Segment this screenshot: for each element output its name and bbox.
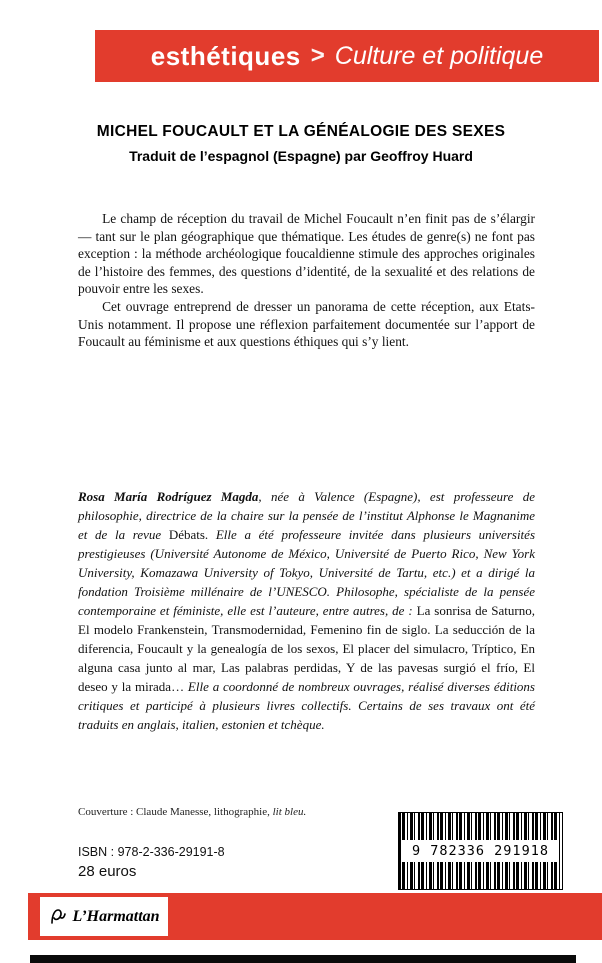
series-name: esthétiques	[150, 40, 301, 71]
barcode-digits: 9 782336 291918	[412, 843, 549, 859]
bio-text: Elle a coordonné de nombreux ouvrages, réalisé diverses éditions critiques et participé à plusieurs livres collectifs. Certains de ses travaux ont été traduits en anglais, italien, estonien et tchèque.	[78, 679, 535, 732]
bio-text: Elle a été professeure invitée dans plusieurs universités prestigieuses (Université Autonome de México, Université de Puerto Rico, New York University, Komazawa University of Tokyo, Université de Tartu, etc.) et a dirigé la fondation Troisième millénaire de l’UNESCO. Philosophe, spécialiste de la pensée contemporaine et féministe, elle est l’auteure, entre autres, de :	[78, 527, 535, 618]
barcode	[398, 812, 563, 890]
cover-credit	[78, 806, 306, 818]
cover-credit-text: Couverture : Claude Manesse, lithographie,	[78, 806, 273, 818]
bio-book-titles: La sonrisa de Saturno, El modelo Frankenstein, Transmodernidad, Femenino fin de siglo. La seducción de la diferencia, Foucault y la genealogía de los sexos, El placer del simulacro, Tríptico, En alguna casa junto al mar, Las palabras perdidas, Y de las pavesas surgió el frío, El deseo y la mirada…	[78, 603, 535, 694]
synopsis	[78, 210, 535, 351]
price-label: 28 euros	[78, 863, 137, 880]
collection-banner	[95, 30, 599, 82]
author-bio	[78, 487, 535, 734]
publisher-name: L’Harmattan	[72, 907, 160, 925]
publisher-banner	[28, 893, 602, 940]
book-title: MICHEL FOUCAULT ET LA GÉNÉALOGIE DES SEXES	[96, 123, 506, 140]
cover-artwork-title: lit bleu.	[272, 806, 307, 818]
synopsis-paragraph-1: Le champ de réception du travail de Michel Foucault n’en finit pas de s’élargir — tant sur le plan géographique que thématique. Les études de genre(s) ne font pas exception : la méthode archéologique foucaldienne stimule des approches originales de l’histoire des femmes, des questions d’identité, de la sexualité et des relations de pouvoir entre les sexes.	[78, 211, 535, 297]
barcode-number-band	[402, 840, 559, 862]
isbn-label: ISBN : 978-2-336-29191-8	[78, 845, 225, 859]
translation-credit: Traduit de l’espagnol (Espagne) par Geoffroy Huard	[129, 148, 473, 164]
publisher-logo	[40, 897, 168, 936]
author-name: Rosa María Rodríguez Magda	[78, 489, 259, 504]
bio-text: , née à Valence (Espagne), est professeure de philosophie, directrice de la chaire sur la pensée de l’institut Alphonse le Magnanime et de la revue	[78, 489, 535, 542]
bio-journal-title: Débats.	[168, 527, 209, 542]
synopsis-paragraph-2: Cet ouvrage entreprend de dresser un panorama de cette réception, aux Etats-Unis notamment. Il propose une réflexion parfaitement documentée sur l’apport de Foucault au féminisme et aux questions éthiques qui s’y lient.	[78, 298, 535, 350]
scan-edge-bar	[30, 955, 576, 963]
harmattan-logo-icon	[48, 906, 68, 928]
banner-separator-icon: >	[310, 42, 325, 69]
collection-name: Culture et politique	[334, 41, 544, 70]
